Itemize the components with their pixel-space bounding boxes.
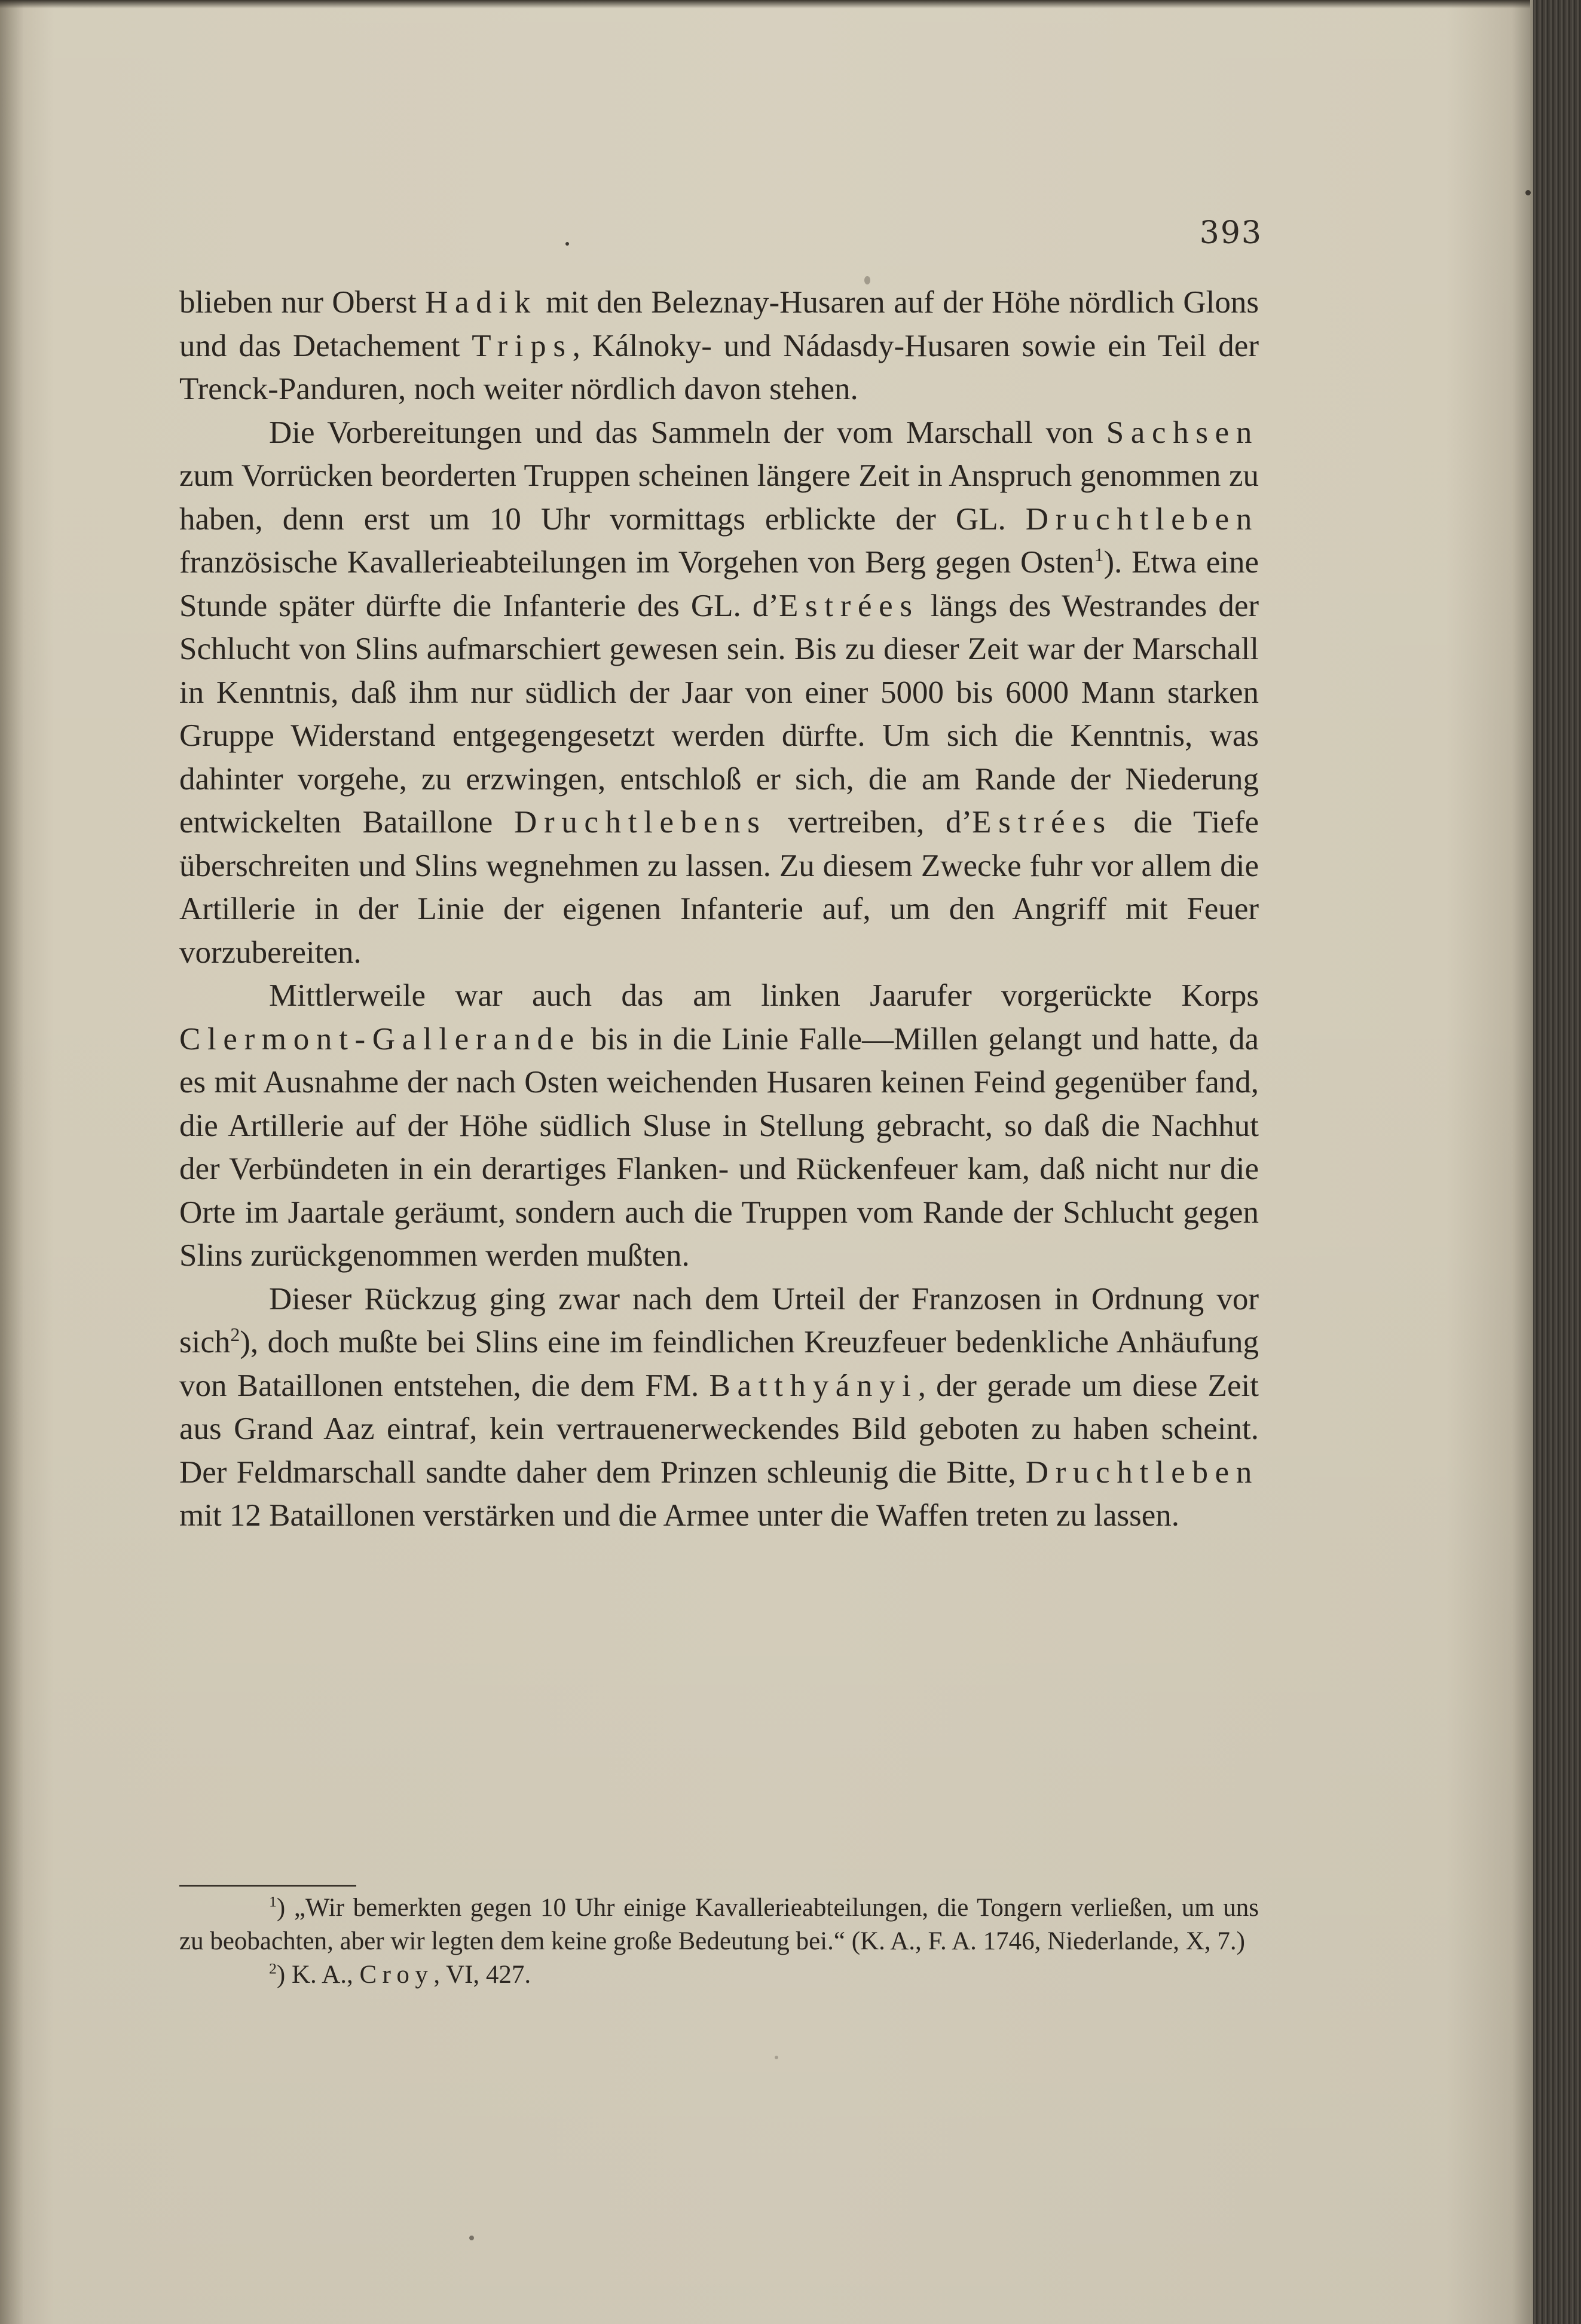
body-text <box>179 281 1259 1538</box>
footnote: $^1$) „Wir bemerkten gegen 10 Uhr einige Kavallerieabteilungen, die Tongern verließen, um uns zu beobachten, aber wir legten dem keine große Bedeutung bei.“ (K. A., F. A. 1746, Niederlande, X, 7.) <box>179 1893 1259 1955</box>
spaced-name: Druchtlebens <box>514 805 767 840</box>
paper-speck <box>469 2236 474 2240</box>
footnote: $^2$) K. A., Croy, VI, 427. <box>269 1959 531 1989</box>
paper-speck <box>1525 190 1531 195</box>
footnote-marker: 2 <box>269 1959 277 1977</box>
footnote-marker: 2 <box>230 1324 240 1345</box>
footnote-marker: 1 <box>1094 544 1104 565</box>
page-top-shadow <box>0 0 1530 8</box>
book-binding-edge <box>1533 0 1581 2324</box>
paragraph: Mittlerweile war auch das am linken Jaarufer vorgerückte Korps Clermont-Gallerande bis in die Linie Falle—Millen gelangt und hatte, da es mit Ausnahme der nach Osten weichenden Husaren keinen Feind gegenüber fand, die Artillerie auf der Höhe südlich Sluse in Stellung gebracht, so daß die Nachhut der Verbündeten in ein derartiges Flanken- und Rückenfeuer kam, daß nicht nur die Orte im Jaartale geräumt, sondern auch die Truppen vom Rande der Schlucht gegen Slins zurückgenommen werden mußten. <box>179 978 1259 1273</box>
paragraph: Dieser Rückzug ging zwar nach dem Urteil der Franzosen in Ordnung vor sich$^2$), doch mußte bei Slins eine im feindlichen Kreuzfeuer bedenkliche Anhäufung von Bataillonen entstehen, die dem FM. Batthyányi, der gerade um diese Zeit aus Grand Aaz eintraf, kein vertrauenerweckendes Bild geboten zu haben scheint. Der Feldmarschall sandte daher dem Prinzen schleunig die Bitte, Druchtleben mit 12 Bataillonen verstärken und die Armee unter die Waffen treten zu lassen. <box>179 1281 1259 1533</box>
paper-speck <box>864 276 870 284</box>
spaced-name: Estrées <box>972 805 1112 840</box>
spaced-name: Croy <box>359 1961 434 1989</box>
footnote-marker: 1 <box>269 1893 277 1910</box>
paragraph: Die Vorbereitungen und das Sammeln der vom Marschall von Sachsen zum Vorrücken beorderten Truppen scheinen längere Zeit in Anspruch genommen zu haben, denn erst um 10 Uhr vormittags erblickte der GL. Druchtleben französische Kavallerieabteilungen im Vorgehen von Berg gegen Osten$^1$). Etwa eine Stunde später dürfte die Infanterie des GL. d’Estrées längs des Westrandes der Schlucht von Slins aufmarschiert gewesen sein. Bis zu dieser Zeit war der Marschall in Kenntnis, daß ihm nur südlich der Jaar von einer 5000 bis 6000 Mann starken Gruppe Widerstand entgegengesetzt werden dürfte. Um sich die Kenntnis, was dahinter vorgehe, zu erzwingen, entschloß er sich, die am Rande der Niederung entwickelten Bataillone Druchtlebens vertreiben, d’Estrées die Tiefe überschreiten und Slins wegnehmen zu lassen. Zu diesem Zwecke fuhr vor allem die Artillerie in der Linie der eigenen Infanterie auf, um den Angriff mit Feuer vorzubereiten. <box>179 415 1259 970</box>
spaced-name: Batthyányi <box>709 1368 918 1403</box>
paragraph: blieben nur Oberst Hadik mit den Beleznay-Husaren auf der Höhe nördlich Glons und das Detachement Trips, Kálnoky- und Nádasdy-Husaren sowie ein Teil der Trenck-Panduren, noch weiter nördlich davon stehen. <box>179 285 1259 406</box>
spaced-name: Hadik <box>425 285 537 320</box>
footnotes <box>179 1891 1259 1992</box>
spaced-name: Clermont-Gallerande <box>179 1021 581 1057</box>
spaced-name: Sachsen <box>1106 415 1259 450</box>
paper-speck <box>565 242 569 246</box>
footnote-separator <box>179 1885 356 1887</box>
spaced-name: Estrées <box>778 588 919 623</box>
spaced-name: Druchtleben <box>1025 501 1259 537</box>
paper-speck <box>775 2056 778 2059</box>
page-number: 393 <box>1199 215 1262 251</box>
spaced-name: Druchtleben <box>1025 1455 1259 1490</box>
spaced-name: Trips <box>472 328 573 363</box>
